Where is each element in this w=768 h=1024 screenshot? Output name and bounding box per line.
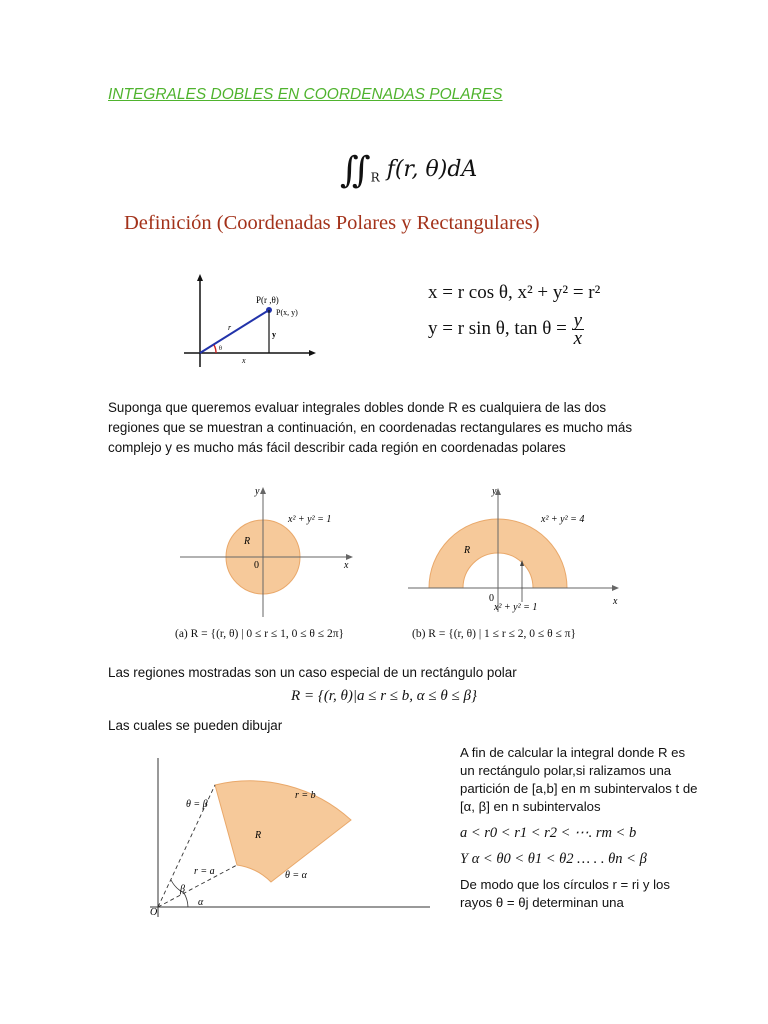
fig-a-origin: 0 — [254, 560, 259, 571]
intro-paragraph: Suponga que queremos evaluar integrales dobles donde R es cualquiera de las dos regiones que se muestran a continuación, en coordenadas rectangulares es mucho más complejo y es mucho más fácil describir cada región en coordenadas polares — [108, 400, 633, 455]
arc-b-label: r = b — [295, 790, 316, 801]
fig-a-x-axis-label: x — [344, 560, 349, 571]
region-r-label: R — [255, 830, 262, 841]
fig-b-inner-equation: x² + y² = 1 — [494, 602, 538, 613]
polar-rectangle-figure — [140, 752, 440, 927]
fraction-numerator: y — [573, 310, 583, 331]
conversion-eq-2-left: y = r sin θ, tan θ = — [428, 317, 572, 339]
fig-a-equation: x² + y² = 1 — [288, 514, 332, 525]
figure-a-caption: (a) R = {(r, θ) | 0 ≤ r ≤ 1, 0 ≤ θ ≤ 2π} — [175, 628, 345, 640]
alpha-angle-label: α — [198, 897, 204, 908]
point-label: P(r ,θ) — [256, 295, 279, 305]
integral-subscript: R — [370, 170, 380, 185]
y-label: y — [272, 330, 276, 339]
ray-alpha-label: θ = α — [285, 870, 307, 881]
origin-label: O — [150, 907, 158, 918]
angle-inequality: Y α < θ0 < θ1 < θ2 … . . θn < β — [460, 851, 647, 867]
polar-point-diagram — [176, 272, 326, 372]
ray-beta-label: θ = β — [186, 799, 208, 810]
arc-a-label: r = a — [194, 866, 215, 877]
fig-a-region-label: R — [244, 536, 251, 547]
figure-b-annulus — [404, 482, 626, 622]
tan-fraction — [572, 312, 584, 347]
point-label-xy: P(x, y) — [276, 308, 298, 317]
x-label: x — [242, 356, 246, 365]
double-integral — [340, 150, 477, 191]
r-label: r — [228, 323, 232, 332]
circles-rays-text: De modo que los círculos r = ri y los rayos θ = θj determinan una — [460, 877, 670, 910]
partition-text: A fin de calcular la integral donde R es un rectángulo polar,si ralizamos una partición de [a,b] en m subintervalos t de [α, β] en n subintervalos — [460, 745, 698, 814]
fig-b-x-axis-label: x — [613, 596, 618, 607]
fig-b-region-label: R — [464, 545, 471, 556]
fig-a-y-axis-label: y — [255, 486, 260, 497]
definition-heading: Definición (Coordenadas Polares y Rectangulares) — [124, 212, 540, 234]
figure-b-caption: (b) R = {(r, θ) | 1 ≤ r ≤ 2, 0 ≤ θ ≤ π} — [412, 628, 576, 640]
polar-rectangle-definition: R = {(r, θ)|a ≤ r ≤ b, α ≤ θ ≤ β} — [291, 688, 477, 704]
fig-b-origin: 0 — [489, 593, 494, 604]
integral-symbol: ∬ — [340, 150, 371, 191]
fig-b-outer-equation: x² + y² = 4 — [541, 514, 585, 525]
page-title: INTEGRALES DOBLES EN COORDENADAS POLARES — [108, 86, 503, 103]
conversion-eq-2 — [428, 312, 584, 347]
figure-a-disk — [178, 482, 358, 622]
fraction-denominator: x — [573, 328, 583, 349]
can-draw-text: Las cuales se pueden dibujar — [108, 718, 283, 733]
conversion-eq-1: x = r cos θ, x² + y² = r² — [428, 282, 601, 303]
radius-inequality: a < r0 < r1 < r2 < ⋯. rm < b — [460, 825, 637, 841]
special-case-text: Las regiones mostradas son un caso especial de un rectángulo polar — [108, 665, 517, 680]
integrand: f(r, θ)dA — [386, 157, 478, 182]
beta-angle-label: β — [180, 884, 185, 895]
fig-b-y-axis-label: y — [492, 486, 497, 497]
theta-label: θ — [219, 346, 222, 352]
right-column — [460, 744, 700, 912]
